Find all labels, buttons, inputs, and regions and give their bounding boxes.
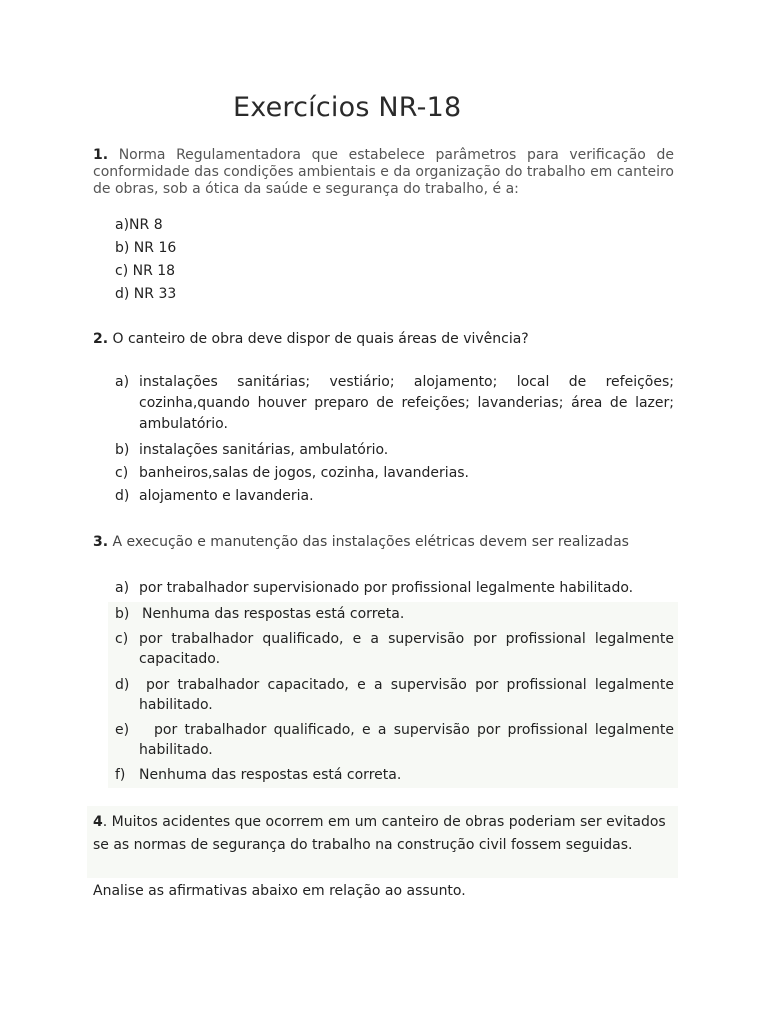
analyze-statement: Analise as afirmativas abaixo em relação ao assunto.: [93, 883, 466, 899]
q2-option-b: [115, 440, 674, 461]
question-4-text: . Muitos acidentes que ocorrem em um canteiro de obras poderiam ser evitados se as normas de segurança do trabalho na construção civil fossem seguidas.: [93, 814, 666, 853]
q2-option-c-label: c): [115, 465, 129, 481]
q2-option-a-label: a): [115, 374, 130, 390]
q3-option-e-label: e): [115, 722, 130, 738]
question-1-text: Norma Regulamentadora que estabelece parâmetros para verificação de conformidade das condições ambientais e da organização do trabalho em canteiro de obras, sob a ótica da saúde e segurança do trabalho, é a:: [93, 147, 674, 197]
q3-option-e: [115, 720, 674, 760]
q3-option-b-label: b): [115, 606, 130, 622]
question-3-number: 3.: [93, 534, 109, 550]
q3-option-c: [115, 629, 674, 669]
q3-option-b-text: Nenhuma das respostas está correta.: [142, 606, 405, 622]
q3-option-a-text: por trabalhador supervisionado por profissional legalmente habilitado.: [139, 580, 634, 596]
q2-option-c: [115, 463, 674, 484]
question-4-number: 4: [93, 814, 103, 830]
question-2: [93, 331, 674, 348]
q2-option-d-label: d): [115, 488, 130, 504]
q3-option-c-label: c): [115, 631, 129, 647]
q2-option-b-text: instalações sanitárias, ambulatório.: [139, 442, 389, 458]
q3-option-f: [115, 765, 674, 786]
q3-option-f-label: f): [115, 767, 126, 783]
question-2-text: O canteiro de obra deve dispor de quais áreas de vivência?: [112, 331, 529, 347]
q3-option-c-text: por trabalhador qualificado, e a supervisão por profissional legalmente capacitado.: [139, 631, 674, 667]
q3-option-d-label: d): [115, 677, 130, 693]
question-1: [93, 147, 674, 198]
q1-option-b: b) NR 16: [115, 240, 177, 256]
q1-option-c: c) NR 18: [115, 263, 176, 279]
page-title: Exercícios NR-18: [233, 92, 462, 123]
question-4: [93, 811, 674, 857]
q3-option-b: [115, 604, 674, 625]
question-2-number: 2.: [93, 331, 109, 347]
q3-option-d-text: por trabalhador capacitado, e a supervisão por profissional legalmente habilitado.: [139, 677, 674, 713]
question-1-number: 1.: [93, 147, 109, 163]
q2-option-a-text: instalações sanitárias; vestiário; alojamento; local de refeições; cozinha,quando houver preparo de refeições; lavanderias; área de lazer; ambulatório.: [139, 374, 674, 432]
q3-option-e-text: por trabalhador qualificado, e a supervisão por profissional legalmente habilitado.: [139, 722, 674, 758]
q2-option-a: [115, 372, 674, 435]
q3-option-f-text: Nenhuma das respostas está correta.: [139, 767, 402, 783]
q3-option-a: [115, 578, 674, 599]
q3-option-d: [115, 675, 674, 715]
q2-option-c-text: banheiros,salas de jogos, cozinha, lavanderias.: [139, 465, 470, 481]
q3-option-a-label: a): [115, 580, 130, 596]
q2-option-b-label: b): [115, 442, 130, 458]
q1-option-a: a)NR 8: [115, 217, 163, 233]
q1-option-d: d) NR 33: [115, 286, 177, 302]
q2-option-d: [115, 486, 674, 507]
question-3-text: A execução e manutenção das instalações elétricas devem ser realizadas: [112, 534, 629, 550]
question-3: [93, 534, 674, 551]
q2-option-d-text: alojamento e lavanderia.: [139, 488, 314, 504]
